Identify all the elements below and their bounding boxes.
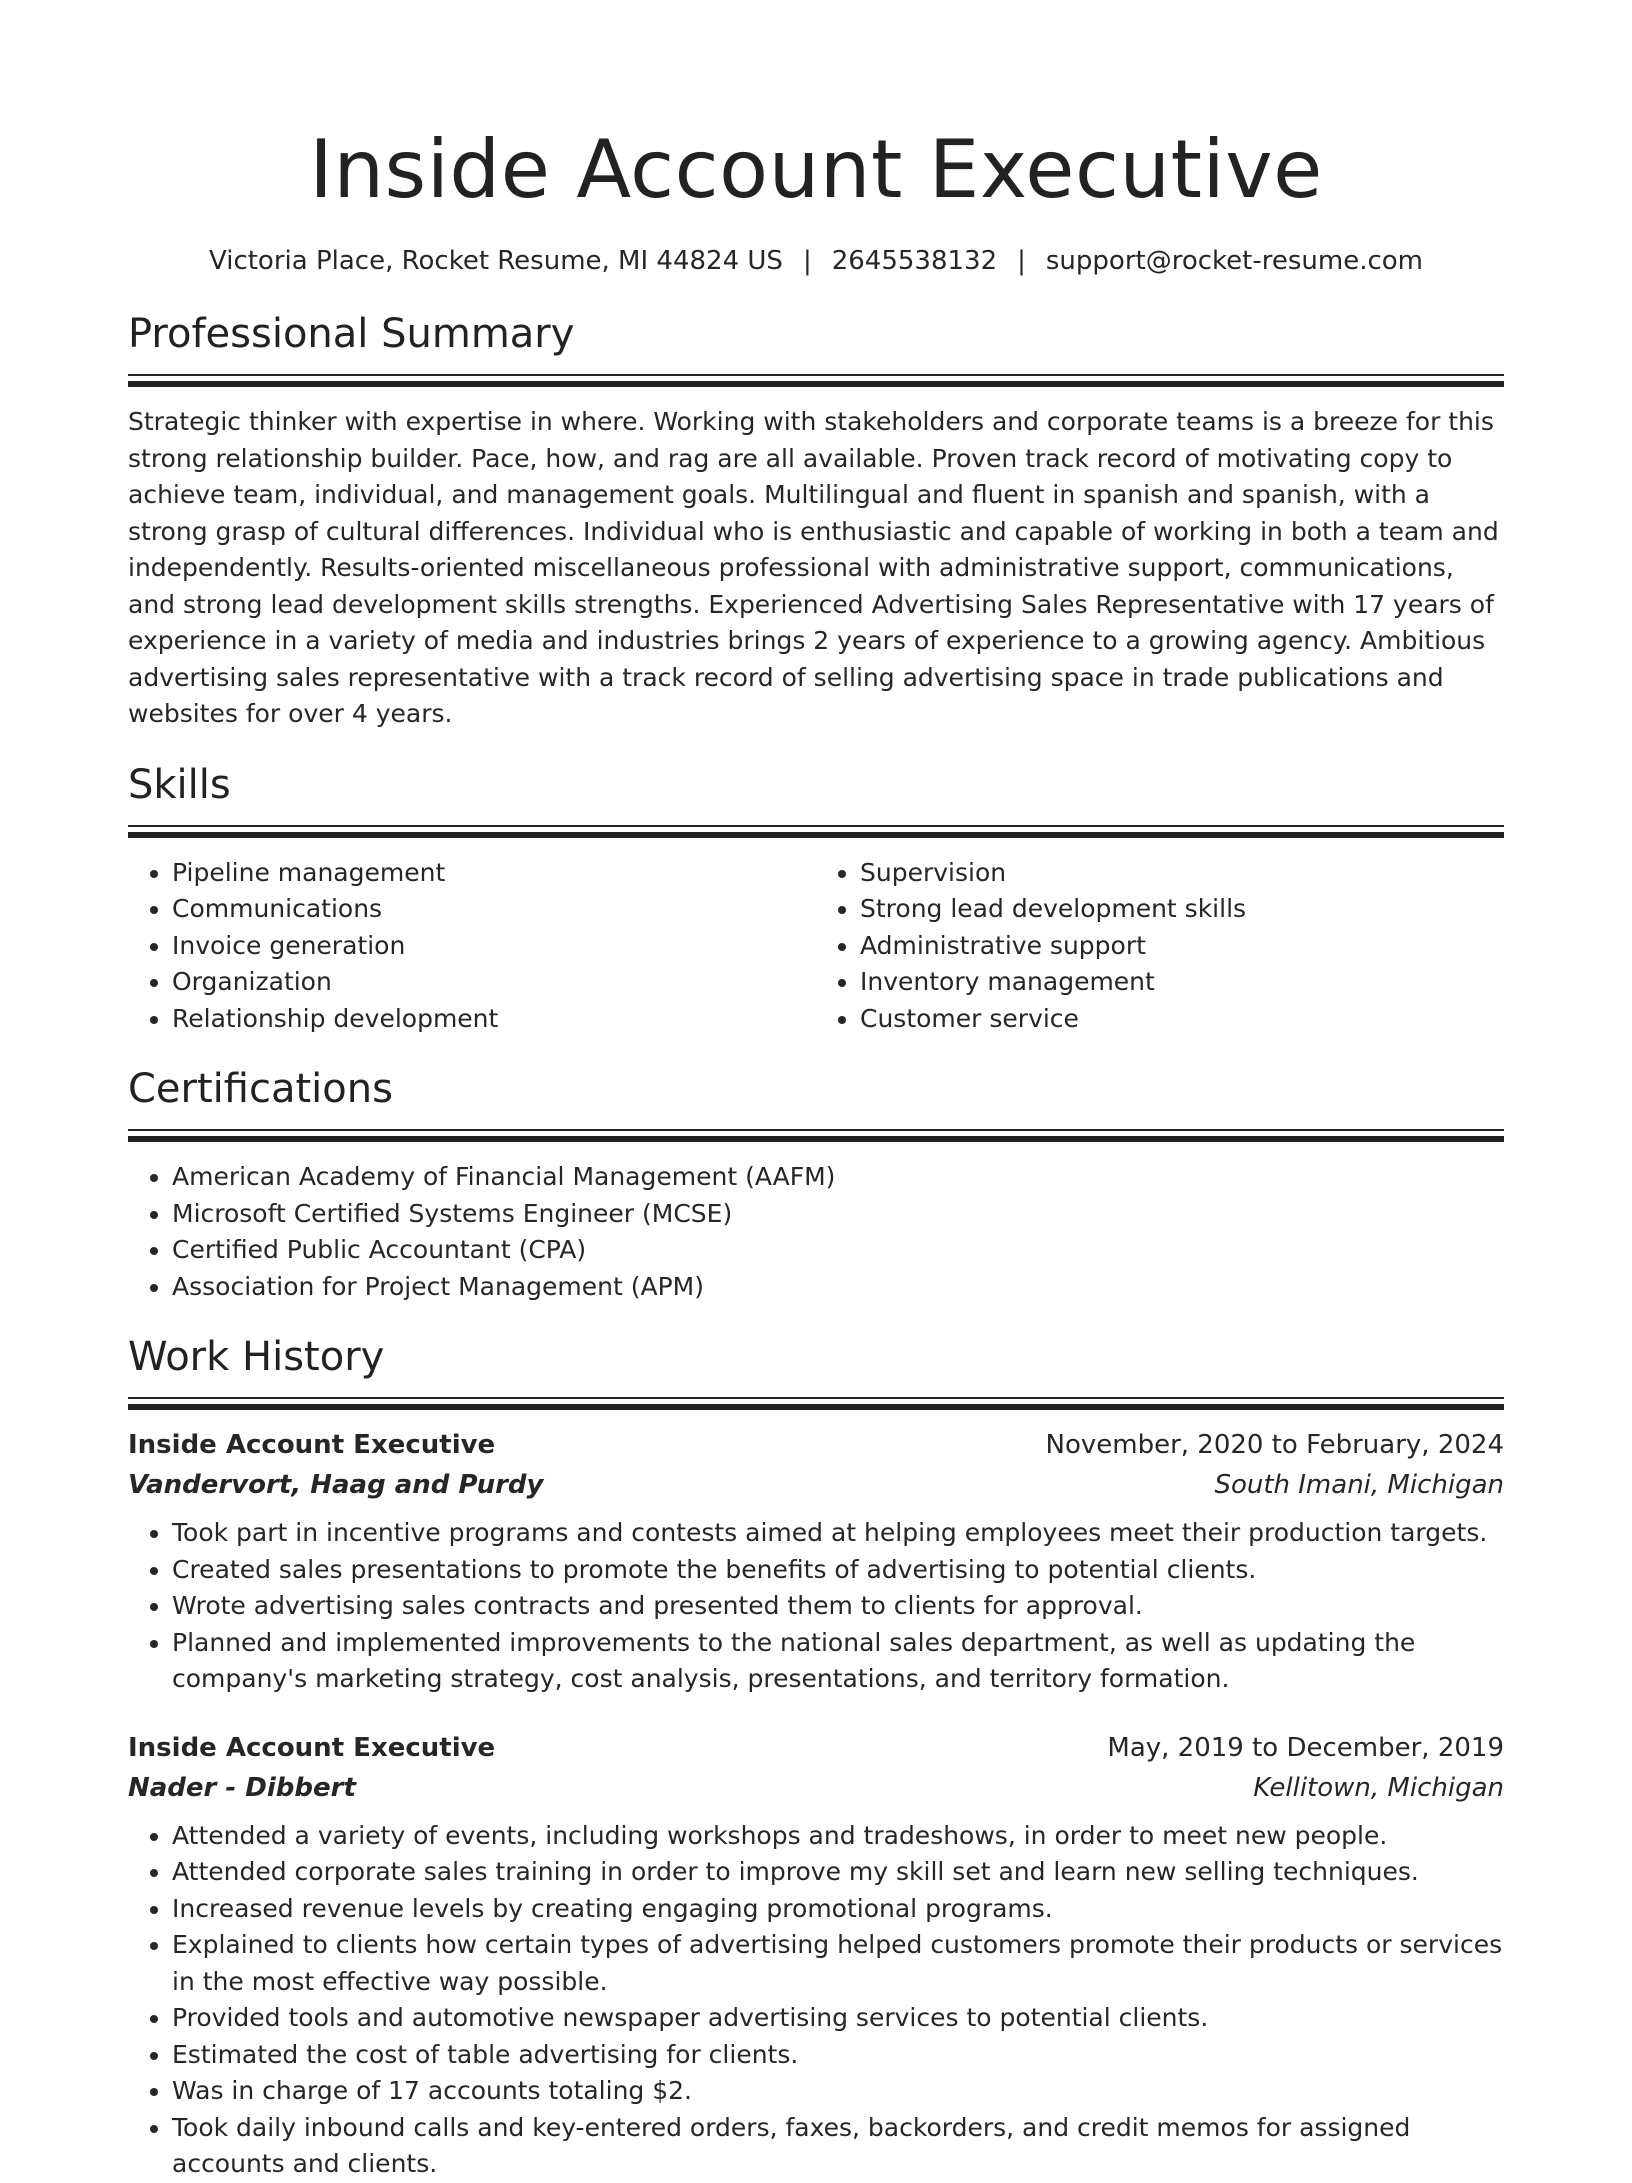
- contact-separator: |: [802, 246, 812, 276]
- job-bullets: [128, 1515, 1504, 1698]
- certification-item: • Association for Project Management (APM): [172, 1269, 1504, 1306]
- job-bullet: • Was in charge of 17 accounts totaling $2.: [172, 2073, 1504, 2110]
- contact-separator: |: [1017, 246, 1026, 276]
- job-bullet: • Wrote advertising sales contracts and presented them to clients for approval.: [172, 1588, 1504, 1625]
- job-entry: [128, 1728, 1504, 2183]
- skill-item: • Invoice generation: [172, 928, 816, 965]
- job-title: Inside Account Executive: [128, 1732, 496, 1763]
- job-bullet: • Created sales presentations to promote the benefits of advertising to potential clients.: [172, 1552, 1504, 1589]
- job-location: South Imani, Michigan: [1214, 1470, 1504, 1500]
- job-entry: [128, 1425, 1504, 1698]
- skill-item: • Pipeline management: [172, 855, 816, 892]
- job-company: Nader - Dibbert: [128, 1772, 356, 1803]
- section-title-certifications: Certifications: [128, 1066, 393, 1112]
- section-title-work-history: Work History: [128, 1334, 385, 1380]
- summary-section: [128, 308, 1504, 733]
- job-subheader: [128, 1768, 1504, 1808]
- job-bullet: • Attended corporate sales training in order to improve my skill set and learn new selling techniques.: [172, 1854, 1504, 1891]
- contact-address: Victoria Place, Rocket Resume, MI 44824 US: [209, 246, 783, 276]
- certification-item: • Microsoft Certified Systems Engineer (MCSE): [172, 1196, 1504, 1233]
- section-divider: [128, 1129, 1504, 1143]
- section-title-skills: Skills: [128, 761, 231, 808]
- contact-phone: 2645538132: [831, 246, 998, 276]
- job-bullet: • Attended a variety of events, including workshops and tradeshows, in order to meet new people.: [172, 1818, 1504, 1855]
- section-divider: [128, 825, 1504, 839]
- job-location: Kellitown, Michigan: [1253, 1772, 1504, 1803]
- section-title-summary: Professional Summary: [128, 311, 575, 357]
- skill-item: • Administrative support: [860, 928, 1504, 965]
- job-header: [128, 1728, 1504, 1768]
- resume-title: Inside Account Executive: [309, 123, 1323, 216]
- skill-item: • Communications: [172, 891, 816, 928]
- job-bullets: [128, 1818, 1504, 2183]
- job-dates: November, 2020 to February, 2024: [1045, 1430, 1504, 1460]
- skill-item: • Inventory management: [860, 964, 1504, 1001]
- job-bullet: • Provided tools and automotive newspaper advertising services to potential clients.: [172, 2000, 1504, 2037]
- contact-email: support@rocket-resume.com: [1045, 246, 1423, 276]
- job-bullet: • Took daily inbound calls and key-entered orders, faxes, backorders, and credit memos for assigned accounts and clients.: [172, 2110, 1504, 2183]
- certification-item: • Certified Public Accountant (CPA): [172, 1232, 1504, 1269]
- section-divider: [128, 1397, 1504, 1411]
- section-divider: [128, 374, 1504, 388]
- certifications-list: [128, 1159, 1504, 1305]
- certification-item: • American Academy of Financial Management (AAFM): [172, 1159, 1504, 1196]
- work-history-section: [128, 1331, 1504, 2183]
- skill-item: • Relationship development: [172, 1001, 816, 1038]
- job-dates: May, 2019 to December, 2019: [1107, 1732, 1504, 1763]
- contact-line: [128, 244, 1504, 278]
- job-title: Inside Account Executive: [128, 1430, 496, 1460]
- skills-section: [128, 759, 1504, 1038]
- job-subheader: [128, 1465, 1504, 1505]
- summary-text: Strategic thinker with expertise in where. Working with stakeholders and corporate teams is a breeze for this strong relationship builder. Pace, how, and rag are all available. Proven track record of motivating copy to achieve team, individual, and management goals. Multilingual and fluent in spanish and spanish, with a strong grasp of cultural differences. Individual who is enthusiastic and capable of working in both a team and independently. Results-oriented miscellaneous professional with administrative support, communications, and strong lead development skills strengths. Experienced Advertising Sales Representative with 17 years of experience in a variety of media and industries brings 2 years of experience to a growing agency. Ambitious advertising sales representative with a track record of selling advertising space in trade publications and websites for over 4 years.: [128, 407, 1499, 728]
- certifications-section: [128, 1063, 1504, 1305]
- skill-item: • Organization: [172, 964, 816, 1001]
- job-bullet: • Planned and implemented improvements to the national sales department, as well as updating the company's marketing strategy, cost analysis, presentations, and territory formation.: [172, 1625, 1504, 1698]
- skill-item: • Supervision: [860, 855, 1504, 892]
- skills-columns: [128, 855, 1504, 1038]
- job-header: [128, 1425, 1504, 1465]
- job-company: Vandervort, Haag and Purdy: [128, 1470, 544, 1500]
- job-bullet: • Explained to clients how certain types of advertising helped customers promote their products or services in the most effective way possible.: [172, 1927, 1504, 2000]
- job-bullet: • Took part in incentive programs and contests aimed at helping employees meet their production targets.: [172, 1515, 1504, 1552]
- job-bullet: • Increased revenue levels by creating engaging promotional programs.: [172, 1891, 1504, 1928]
- skills-list-left: [128, 855, 816, 1038]
- skill-item: • Customer service: [860, 1001, 1504, 1038]
- skill-item: • Strong lead development skills: [860, 891, 1504, 928]
- skills-list-right: [816, 855, 1504, 1038]
- job-bullet: • Estimated the cost of table advertising for clients.: [172, 2037, 1504, 2074]
